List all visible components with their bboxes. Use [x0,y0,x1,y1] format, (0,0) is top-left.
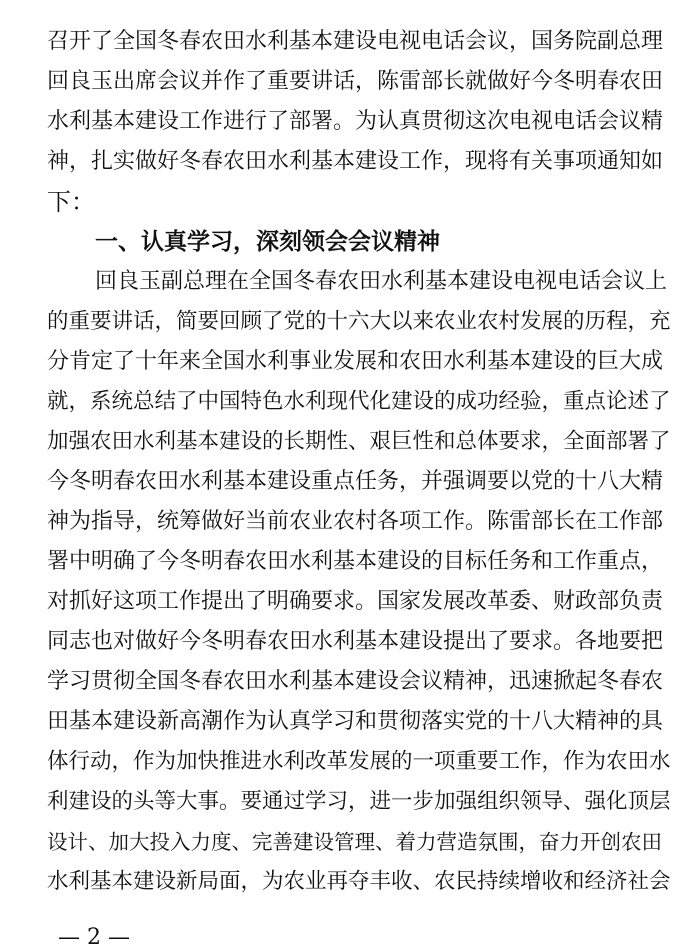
text-line-11: 加强农田水利基本建设的长期性、艰巨性和总体要求，全面部署了 [47,429,671,454]
text-line-14: 署中明确了今冬明春农田水利基本建设的目标任务和工作重点， [47,549,664,574]
text-line-3: 水利基本建设工作进行了部署。为认真贯彻这次电视电话会议精 [47,109,664,134]
text-line-21: 设计、加大投入力度、完善建设管理、着力营造氛围，奋力开创农田 [47,830,662,854]
text-line-22: 水利基本建设新局面，为农业再夺丰收、农民持续增收和经济社会 [47,869,671,894]
text-line-4: 神，扎实做好冬春农田水利基本建设工作，现将有关事项通知如 [47,149,664,174]
text-line-5: 下： [47,188,95,216]
text-line-16: 同志也对做好今冬明春农田水利基本建设提出了要求。各地要把 [47,629,664,654]
text-line-12: 今冬明春农田水利基本建设重点任务，并强调要以党的十八大精 [47,469,664,494]
text-line-19: 体行动，作为加快推进水利改革发展的一项重要工作，作为农田水 [47,749,671,774]
text-line-17: 学习贯彻全国冬春农田水利基本建设会议精神，迅速掀起冬春农 [47,669,664,694]
text-line-10: 就，系统总结了中国特色水利现代化建设的成功经验，重点论述了 [47,389,671,414]
text-line-1: 召开了全国冬春农田水利基本建设电视电话会议，国务院副总理 [47,29,664,54]
text-line-15: 对抓好这项工作提出了明确要求。国家发展改革委、财政部负责 [47,589,664,614]
page-number: — 2 — [58,925,130,950]
text-line-13: 神为指导，统筹做好当前农业农村各项工作。陈雷部长在工作部 [47,509,664,534]
paragraph-first-line: 回良玉副总理在全国冬春农田水利基本建设电视电话会议上 [95,269,668,294]
text-line-9: 分肯定了十年来全国水利事业发展和农田水利基本建设的巨大成 [47,349,664,374]
section-heading: 一、认真学习，深刻领会会议精神 [95,229,440,255]
text-line-2: 回良玉出席会议并作了重要讲话，陈雷部长就做好今冬明春农田 [47,69,664,94]
text-line-8: 的重要讲话，简要回顾了党的十六大以来农业农村发展的历程，充 [47,309,671,334]
text-line-18: 田基本建设新高潮作为认真学习和贯彻落实党的十八大精神的具 [47,709,664,734]
text-line-20: 利建设的头等大事。要通过学习，进一步加强组织领导、强化顶层 [47,789,671,814]
